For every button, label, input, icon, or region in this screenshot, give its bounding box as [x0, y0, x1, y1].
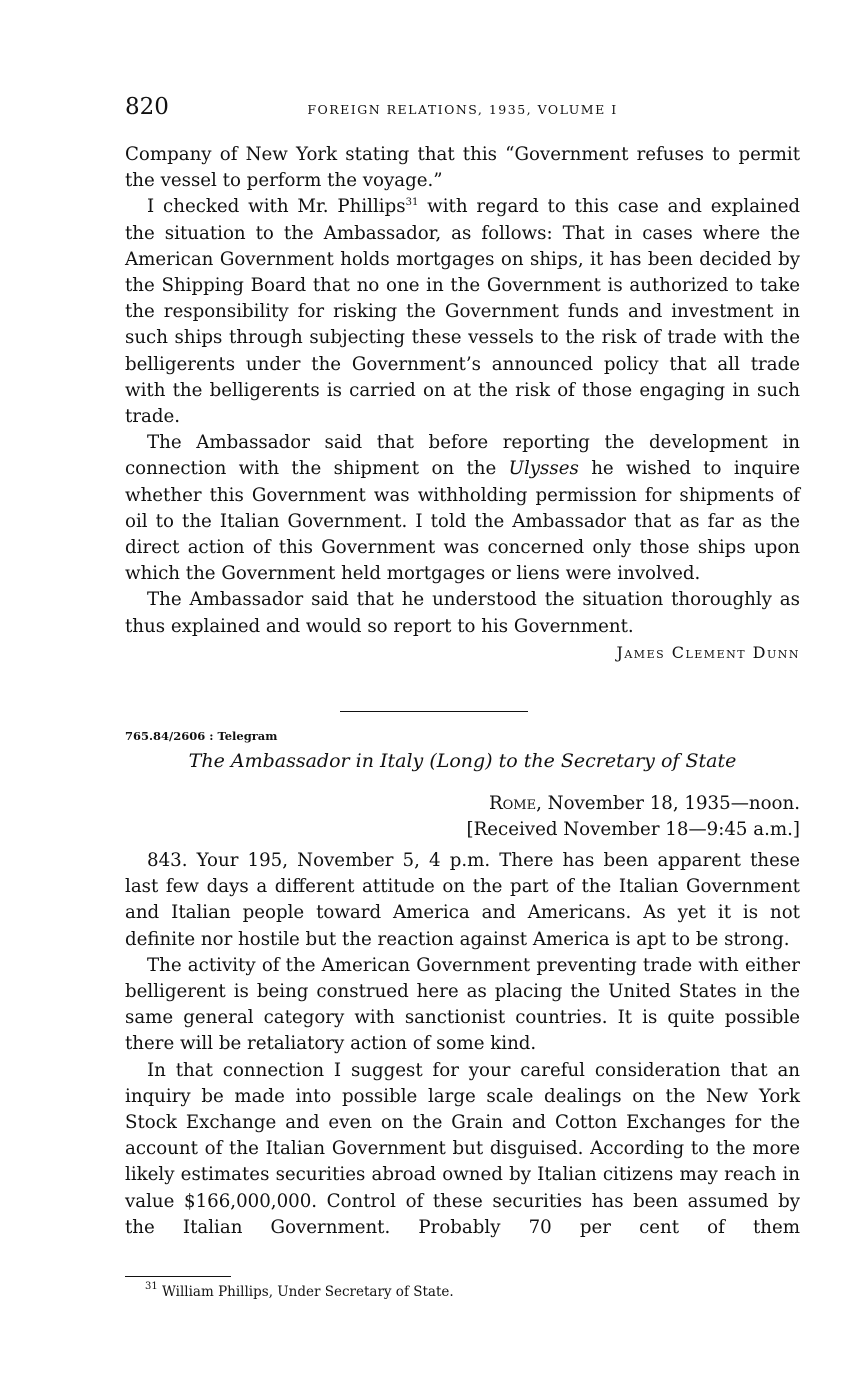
section-divider — [340, 711, 528, 712]
telegram-paragraph-3: In that connection I suggest for your careful consideration that an inquiry be made into possible large scale dealings on the New York Stock Exchange and even on the Grain and Cotton Exchanges for the account of the Italian Government but disguised. According to the more likely estimates securities abroad owned by Italian citizens may reach in value $166,000,000. Control of these securities has been assumed by the Italian Government. Probably 70 per cent of them — [125, 1059, 800, 1238]
page-header — [125, 94, 800, 130]
page-number: 820 — [125, 94, 169, 120]
signature: James Clement Dunn — [616, 642, 800, 662]
telegram-body — [125, 848, 800, 1241]
footnote-divider — [125, 1276, 231, 1277]
dateline: Rome, November 18, 1935—noon. — [488, 793, 800, 814]
memo-paragraph-1: Company of New York stating that this “Government refuses to permit the vessel to perform the voyage.” — [125, 144, 800, 192]
ship-name: Ulysses — [508, 458, 579, 480]
received-line: [Received November 18—9:45 a.m.] — [466, 819, 800, 840]
memo-paragraph-2: I checked with Mr. Phillips$^{31}$ with regard to this case and explained the situation to the Ambassador, as follows: That in cases where the American Government holds mortgages on ships, it has been decided by the Shipping Board that no one in the Government is authorized to take the responsibility for risking the Government funds and investment in such ships through subjecting these vessels to the risk of trade with the belligerents under the Government’s announced policy that all trade with the belligerents is carried on at the risk of those engaging in such trade. — [125, 196, 800, 428]
memo-paragraph-4: The Ambassador said that he understood the situation thoroughly as thus explained and would so report to his Government. — [125, 589, 800, 637]
footnote: $^{31}$ William Phillips, Under Secretary of State. — [145, 1281, 454, 1300]
file-number: 765.84/2606 : Telegram — [125, 729, 278, 743]
memo-paragraph-3: The Ambassador said that before reporting the development in connection with the shipment on the Ulysses he wished to inquire whether this Government was withholding permission for shipments of oil to the Italian Government. I told the Ambassador that as far as the direct action of this Government was concerned only those ships upon which the Government held mortgages or liens were involved. — [125, 432, 800, 585]
running-title: FOREIGN RELATIONS, 1935, VOLUME I — [307, 102, 618, 117]
footnote-reference: 31 — [405, 197, 419, 209]
document-title: The Ambassador in Italy (Long) to the Secretary of State — [188, 750, 737, 772]
place-name: Rome — [488, 793, 537, 814]
telegram-paragraph-1: 843. Your 195, November 5, 4 p.m. There has been apparent these last few days a different attitude on the part of the Italian Government and Italian people toward America and Americans. As yet it is not definite nor hostile but the reaction against America is apt to be strong. — [125, 850, 800, 950]
telegram-paragraph-2: The activity of the American Government preventing trade with either belligerent is being construed here as placing the United States in the same general category with sanctionist countries. It is quite possible there will be retaliatory action of some kind. — [125, 954, 800, 1055]
memo-body — [125, 142, 800, 666]
